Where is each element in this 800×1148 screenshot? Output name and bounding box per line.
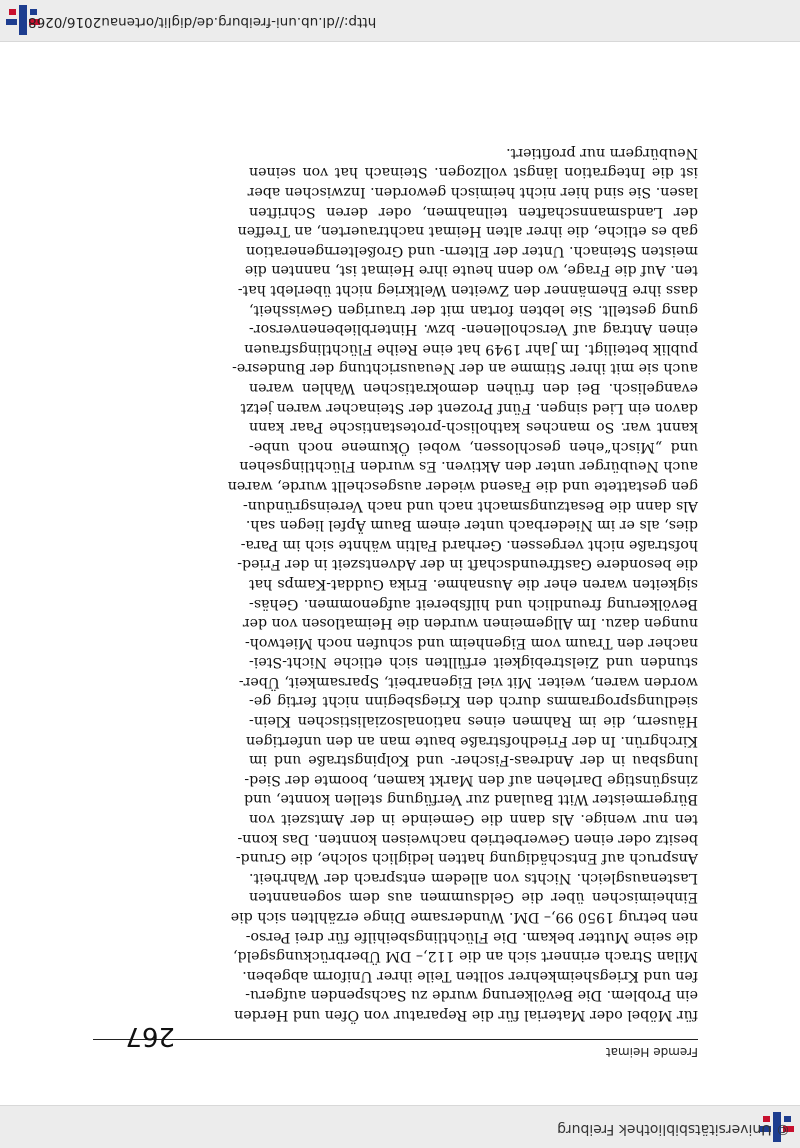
text-line: die besondere Gastfreundschaft in der Adventszeit in der Fried- bbox=[237, 556, 698, 573]
text-line: Einheimischen über die Geldsummen aus dem sogenannten bbox=[249, 889, 698, 906]
text-line: Lastenausgleich. Nichts von alledem entsprach der Wahrheit. bbox=[249, 869, 698, 886]
text-line: dass ihre Ehemänner den Zweiten Weltkrieg nicht überlebt hat- bbox=[237, 282, 698, 299]
text-line: der Landsmannschaften teilnahmen, oder deren Schriften bbox=[249, 203, 698, 220]
text-line: Kirchgrün. In der Friedhofstraße baute man an den unfertigen bbox=[246, 732, 698, 749]
text-line: nacher den Traum vom Eigenheim und schufen noch Mietwoh- bbox=[244, 634, 698, 651]
text-line: kannt war. So manches katholisch-protestantische Paar kann bbox=[249, 419, 698, 436]
text-line: die seine Mutter bekam. Die Flüchtlingsbeihilfe für drei Perso- bbox=[245, 928, 698, 945]
text-line: gab es etliche, die ihrer alten Heimat nachtrauerten, an Treffen bbox=[237, 223, 698, 240]
text-line: gung gestellt. Sie lebten fortan mit der traurigen Gewissheit, bbox=[249, 301, 698, 318]
viewer-footer-bar bbox=[0, 0, 800, 42]
text-line: hofstraße nicht vergessen. Gerhard Faltin wähnte sich im Para- bbox=[240, 536, 698, 553]
text-line: Milan Strach erinnert sich an die 112,– DM Überbrückungsgeld, bbox=[233, 948, 698, 965]
text-line: und „Misch“ehen geschlossen, wobei Ökumene noch unbe- bbox=[249, 438, 698, 455]
text-line: evangelisch. Bei den frühen demokratischen Wahlen waren bbox=[249, 380, 698, 396]
text-line: auch sie mit ihrer Stimme an der Neuausrichtung der Bundesre- bbox=[232, 360, 698, 377]
text-line: gen gestattete und die Fasend wieder ausgeschellt wurde, waren bbox=[227, 477, 698, 494]
text-line: nen betrug 1950 99,– DM. Wundersame Dinge erzählten sich die bbox=[230, 909, 698, 926]
text-line: Häusern, die im Rahmen eines nationalsozialistischen Klein- bbox=[249, 713, 698, 730]
text-line: ein Problem. Die Bevölkerung wurde zu Sachspenden aufgeru- bbox=[245, 987, 698, 1004]
copyright-notice: © Universitätsbibliothek Freiburg bbox=[557, 1121, 790, 1137]
text-line: lungsbau in der Andreas-Fischer- und Kolpingstraße und im bbox=[249, 752, 698, 769]
text-line: einen Antrag auf Verschollenen- bzw. Hinterbliebenenversor- bbox=[249, 321, 698, 338]
text-line: davon ein Lied singen. Fünf Prozent der Steinacher waren jetzt bbox=[240, 399, 698, 416]
text-line: ten. Auf die Frage, wo denn heute ihre Heimat ist, nannten die bbox=[244, 262, 698, 279]
text-line: nungen dazu. Im Allgemeinen wurden die Heimatlosen von der bbox=[242, 615, 698, 632]
text-line: Als dann die Besatzungsmacht nach und nach Vereinsgründun- bbox=[242, 497, 698, 514]
text-line: meisten Steinach. Unter der Eltern- und Großelterngeneration bbox=[245, 242, 698, 259]
text-line: sigkeiten waren eher die Ausnahme. Erika Guddat-Kamps hat bbox=[249, 575, 698, 592]
body-text bbox=[227, 142, 698, 1024]
running-header bbox=[93, 1039, 698, 1070]
text-line: auch Neubürger unter den Aktiven. Es wurden Flüchtlingsehen bbox=[239, 458, 698, 475]
text-line: siedlungsprogramms durch den Kriegsbeginn nicht fertig ge- bbox=[249, 693, 698, 710]
text-line: besitz oder einen Gewerbetrieb nachweisen konnten. Das konn- bbox=[237, 830, 698, 847]
text-line: worden waren, weiter. Mit viel Eigenarbeit, Sparsamkeit, Über- bbox=[238, 673, 698, 690]
text-line: ten nur wenige. Als dann die Gemeinde in der Amtszeit von bbox=[249, 811, 698, 828]
text-line: publik beteiligt. Im Jahr 1949 hat eine Reihe Flüchtlingsfrauen bbox=[244, 340, 698, 357]
text-line: Bürgermeister Witt Bauland zur Verfügung stellen konnte, und bbox=[244, 791, 698, 808]
viewer-header-bar bbox=[0, 1105, 800, 1148]
running-header-title: Fremde Heimat bbox=[605, 1045, 698, 1059]
text-line: für Möbel oder Material für die Reparatur von Öfen und Herden bbox=[234, 1007, 698, 1023]
text-line: stunden und Zielstrebigkeit erfüllten sich etliche Nicht-Stei- bbox=[249, 654, 698, 671]
permalink[interactable]: http://dl.ub.uni-freiburg.de/diglit/ortenau2016/0268 bbox=[28, 14, 377, 30]
text-line: Anspruch auf Entschädigung hatten lediglich solche, die Grund- bbox=[235, 850, 698, 867]
page-number: 267 bbox=[125, 1021, 175, 1051]
text-line: fen und Kriegsheimkehrer sollten Teile ihrer Uniform abgeben. bbox=[242, 967, 698, 984]
text-line: Bevölkerung freundlich und hilfsbereit aufgenommen. Gehäs- bbox=[249, 595, 698, 612]
text-line: dies, als er im Niederbach unter einem Baum Äpfel liegen sah. bbox=[245, 517, 698, 534]
text-line: ist die Integration längst vollzogen. Steinach hat von seinen bbox=[249, 164, 698, 181]
text-line: Neubürgern nur profitiert. bbox=[506, 144, 698, 161]
text-line: lasen. Sie sind hier nicht heimisch geworden. Inzwischen aber bbox=[247, 184, 698, 201]
text-line: zinsgünstige Darlehen auf den Markt kamen, boomte der Sied- bbox=[244, 771, 698, 788]
book-page bbox=[0, 42, 800, 1106]
